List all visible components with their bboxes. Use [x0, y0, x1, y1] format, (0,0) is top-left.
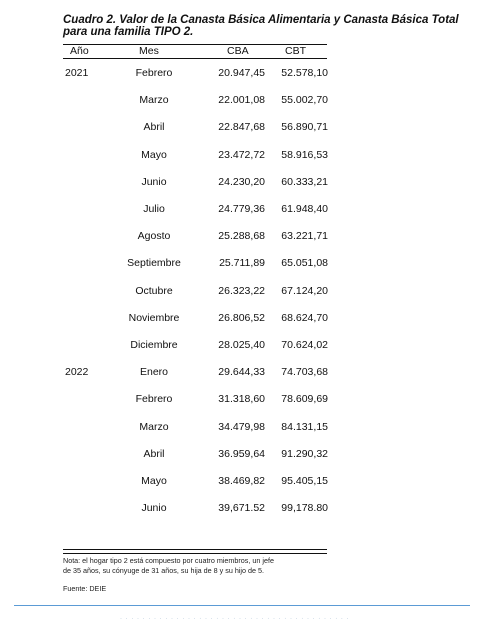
table-row [63, 310, 327, 326]
table-row [63, 446, 327, 462]
row-cbt-value: 84.131,15 [281, 420, 328, 433]
row-cbt-value: 55.002,70 [281, 94, 328, 107]
row-month: Noviembre [128, 311, 180, 324]
row-cba-value: 26.806,52 [218, 311, 265, 324]
table-row [63, 364, 327, 380]
note-line: Nota: el hogar tipo 2 está compuesto por cuatro miembros, un jefe [63, 556, 274, 565]
table-row [63, 65, 327, 81]
row-month: Marzo [139, 420, 169, 433]
table-note [63, 556, 363, 576]
row-cbt-value: 67.124,20 [281, 284, 328, 297]
row-cba-value: 22.847,68 [218, 121, 265, 134]
table-row [63, 283, 327, 299]
table-row [63, 174, 327, 190]
row-cba-value: 38.469,82 [218, 475, 265, 487]
row-cba-value: 25.288,68 [218, 230, 265, 243]
table-header-row [63, 44, 327, 58]
row-year: 2022 [65, 366, 89, 379]
row-month: Diciembre [130, 339, 178, 351]
row-month: Junio [141, 175, 167, 188]
row-cbt-value: 60.333,21 [281, 175, 328, 188]
row-month: Julio [143, 203, 165, 215]
row-cba-value: 20.947,45 [218, 67, 265, 79]
row-cbt-value: 58.916,53 [281, 148, 328, 161]
row-month: Septiembre [127, 257, 181, 270]
row-cba-value: 25.711,89 [219, 257, 265, 270]
row-cba-value: 39,671.52 [218, 502, 265, 515]
footer-text-blur: · · · · · · · · · · · · · · · · · · · · · · · · · · · · · · · · · · · · · · · · · [120, 616, 350, 622]
row-month: Febrero [135, 67, 173, 79]
row-cbt-value: 61.948,40 [281, 203, 328, 215]
table-row [63, 119, 327, 135]
footer-rule [14, 605, 470, 606]
header-cbt: CBT [285, 45, 306, 57]
table-header-rule [63, 58, 327, 59]
header-month: Mes [139, 45, 159, 57]
row-cba-value: 28.025,40 [218, 339, 265, 351]
table-bottom-rule-secondary [63, 553, 327, 554]
table-row [63, 147, 327, 163]
row-month: Junio [141, 502, 167, 515]
row-cba-value: 31.318,60 [218, 393, 265, 406]
table-row [63, 419, 327, 435]
row-cba-value: 24.230,20 [218, 175, 265, 188]
table-row [63, 255, 327, 271]
table-row [63, 473, 327, 489]
row-cba-value: 22.001,08 [218, 94, 265, 107]
row-month: Octubre [135, 284, 173, 297]
row-cbt-value: 78.609,69 [281, 393, 328, 406]
table-row [63, 500, 327, 516]
row-month: Mayo [141, 148, 167, 161]
row-cbt-value: 91.290,32 [281, 447, 328, 460]
row-year: 2021 [65, 67, 89, 79]
row-month: Marzo [139, 94, 169, 107]
row-month: Febrero [135, 393, 173, 406]
table-bottom-rule [63, 549, 327, 550]
row-cba-value: 34.479,98 [218, 420, 265, 433]
header-cba: CBA [227, 45, 249, 57]
table-row [63, 337, 327, 353]
row-month: Agosto [137, 230, 171, 243]
header-year: Año [70, 45, 89, 57]
row-cba-value: 26.323,22 [218, 284, 265, 297]
row-cbt-value: 52.578,10 [281, 67, 328, 79]
row-month: Abril [143, 121, 165, 134]
table-row [63, 201, 327, 217]
row-cbt-value: 65.051,08 [281, 257, 328, 270]
row-cbt-value: 74.703,68 [281, 366, 328, 379]
row-month: Abril [143, 447, 165, 460]
row-cbt-value: 68.624,70 [281, 311, 328, 324]
row-cbt-value: 63.221,71 [281, 230, 328, 243]
row-cba-value: 23.472,72 [218, 148, 265, 161]
table-row [63, 92, 327, 108]
row-cbt-value: 70.624,02 [281, 339, 328, 351]
row-month: Mayo [141, 475, 167, 487]
note-line: de 35 años, su cónyuge de 31 años, su hija de 8 y su hijo de 5. [63, 566, 264, 575]
row-month: Enero [139, 366, 169, 379]
row-cba-value: 29.644,33 [218, 366, 265, 379]
table-row [63, 391, 327, 407]
row-cba-value: 24.779,36 [218, 203, 265, 215]
table-title: Cuadro 2. Valor de la Canasta Básica Alimentaria y Canasta Básica Total para una familia TIPO 2. [63, 14, 459, 38]
table-row [63, 228, 327, 244]
row-cbt-value: 56.890,71 [281, 121, 328, 134]
row-cbt-value: 95.405,15 [281, 475, 328, 487]
row-cba-value: 36.959,64 [218, 447, 265, 460]
table-source: Fuente: DEIE [63, 584, 107, 593]
row-cbt-value: 99,178.80 [281, 502, 328, 515]
